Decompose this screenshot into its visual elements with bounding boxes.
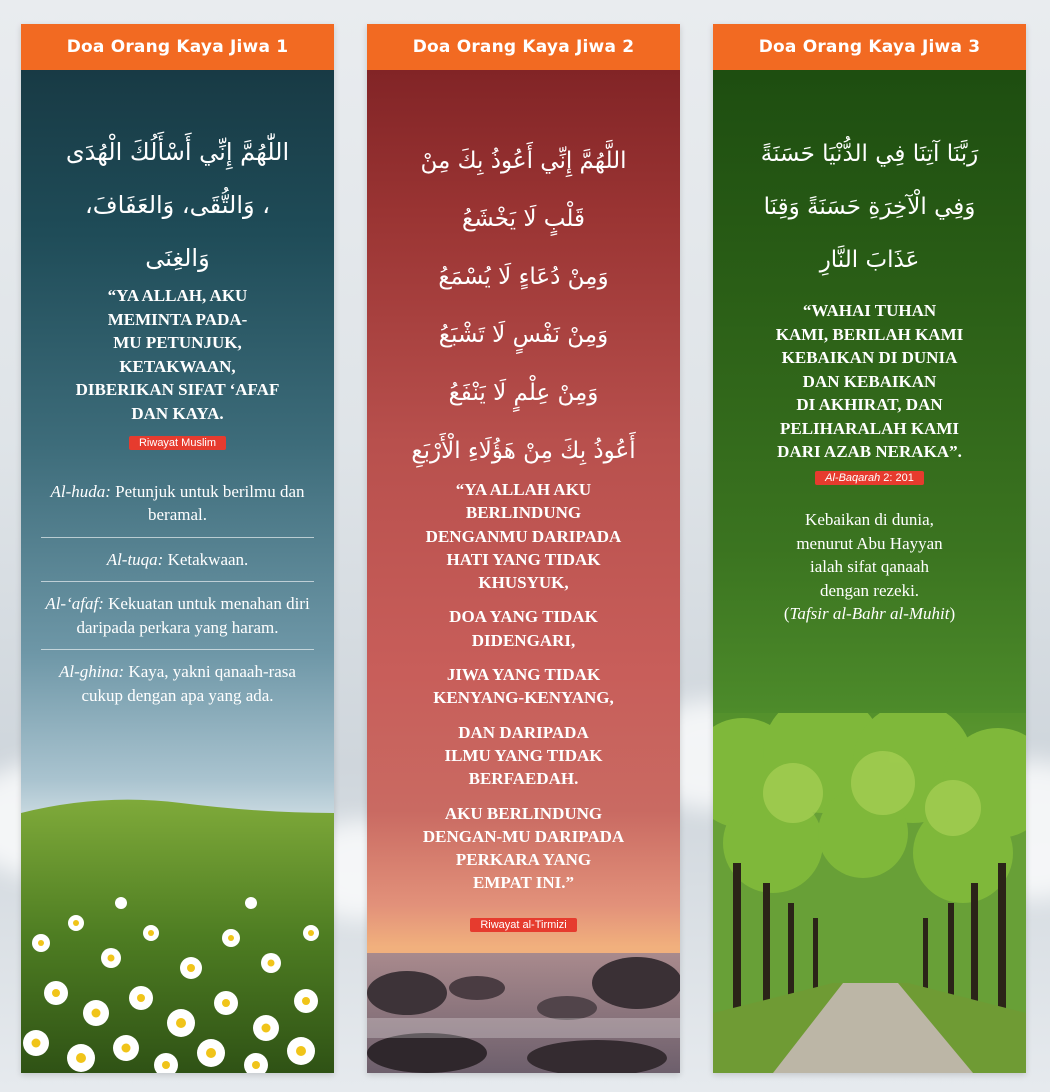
note (727, 508, 1012, 626)
arabic-line: وَمِنْ عِلْمٍ لَا يَنْفَعُ (448, 380, 599, 406)
glossary-item (21, 470, 334, 537)
tree-path-image (713, 713, 1026, 1073)
note-line: menurut Abu Hayyan (796, 533, 943, 553)
glossary (21, 470, 334, 717)
quote-line: “YA ALLAH AKU (455, 480, 592, 499)
quote-paragraph (377, 721, 670, 791)
quote-line: AKU BERLINDUNG (444, 803, 603, 823)
quote-line: MU PETUNJUK, (113, 333, 242, 352)
arabic-line: اللَّهُمَّ إِنِّي أَعُوذُ بِكَ مِنْ (420, 148, 627, 174)
source-ref: 2: 201 (880, 472, 914, 484)
source-badge (815, 471, 924, 485)
quote-line: EMPAT INI.” (472, 873, 575, 893)
glossary-term: Al-huda: (50, 482, 111, 501)
source-badge: Riwayat al-Tirmizi (470, 918, 576, 932)
quote-paragraph (377, 605, 670, 652)
bookmark-card-1 (21, 24, 334, 1073)
quote-line: BERFAEDAH. (468, 769, 579, 789)
quote-line: KENYANG-KENYANG, (433, 688, 614, 708)
quote-line: DI AKHIRAT, DAN (796, 395, 943, 414)
glossary-term: Al-‘afaf: (45, 594, 104, 614)
glossary-term: Al-tuqa: (106, 549, 164, 569)
bookmark-card-2 (367, 24, 680, 1073)
arabic-line: وَمِنْ نَفْسٍ لَا تَشْبَعُ (438, 322, 609, 348)
quote-paragraph (377, 802, 670, 895)
glossary-text: Kaya, yakni qanaah-rasa cukup dengan apa yang ada. (81, 662, 296, 705)
glossary-item (21, 538, 334, 581)
bookmark-card-3 (713, 24, 1026, 1073)
quote-line: PERKARA YANG (455, 850, 592, 870)
source-badge: Riwayat Muslim (129, 436, 226, 450)
arabic-line: وَالغِنَى (145, 244, 210, 272)
arabic-line: اللّٰهُمَّ إِنِّي أَسْأَلُكَ الْهُدَى (65, 138, 290, 166)
paren-close: ) (949, 604, 956, 623)
quote-line: BERLINDUNG (465, 503, 582, 523)
meadow-image (21, 773, 334, 1073)
arabic-line: قَلْبٍ لَا يَخْشَعُ (462, 206, 585, 232)
quote-line: DENGAN-MU DARIPADA (422, 826, 625, 846)
quote-line: KETAKWAAN, (119, 356, 236, 376)
quote-line: DIDENGARI, (471, 630, 576, 650)
glossary-text: Kekuatan untuk menahan diri daripada perkara yang haram. (76, 594, 310, 637)
quote-line: MEMINTA PADA- (107, 309, 248, 329)
card-title: Doa Orang Kaya Jiwa 1 (21, 24, 334, 70)
quote-line: DAN DARIPADA (458, 722, 589, 742)
reference-title: Tafsir al-Bahr al-Muhit (789, 604, 950, 623)
note-line: dengan rezeki. (819, 580, 920, 600)
card-title: Doa Orang Kaya Jiwa 3 (713, 24, 1026, 70)
glossary-text: Petunjuk untuk berilmu dan beramal. (110, 482, 305, 525)
source-title: Al-Baqarah (825, 472, 881, 484)
paren-open: ( (783, 604, 790, 623)
glossary-term: Al-ghina: (59, 662, 125, 682)
quote-line: PELIHARALAH KAMI (780, 418, 959, 438)
quote-line: DAN KEBAIKAN (802, 371, 937, 391)
quote-line: DARI AZAB NERAKA”. (777, 442, 962, 461)
quote-line: ILMU YANG TIDAK (444, 745, 603, 765)
quote-line: “WAHAI TUHAN (802, 301, 937, 320)
quote-line: KAMI, BERILAH KAMI (775, 324, 964, 344)
quote-line: “YA ALLAH, AKU (107, 286, 248, 305)
quote-paragraph (377, 478, 670, 594)
glossary-text: Ketakwaan. (163, 549, 249, 569)
note-line: Kebaikan di dunia, (805, 510, 934, 529)
arabic-line: وَفِي الْآخِرَةِ حَسَنَةً وَقِنَا (763, 194, 976, 220)
quote-line: DIBERIKAN SIFAT ‘AFAF (75, 380, 280, 399)
quote-line: HATI YANG TIDAK (446, 549, 601, 569)
glossary-item (21, 650, 334, 717)
arabic-line: رَبَّنَا آتِنَا فِي الدُّنْيَا حَسَنَةً (760, 141, 979, 167)
glossary-item (21, 582, 334, 649)
quote-paragraph (377, 663, 670, 710)
quote-line: DOA YANG TIDAK (449, 607, 598, 627)
quote-line: DAN KAYA. (131, 403, 224, 423)
arabic-line: أَعُوذُ بِكَ مِنْ هَؤُلَاءِ الْأَرْبَعِ (411, 438, 636, 464)
quote-line: JIWA YANG TIDAK (446, 665, 601, 685)
arabic-line: وَمِنْ دُعَاءٍ لَا يُسْمَعُ (438, 264, 609, 290)
quote-line: DENGANMU DARIPADA (425, 526, 622, 546)
note-line: ialah sifat qanaah (810, 557, 929, 576)
note-reference (727, 602, 1012, 626)
seascape-image (367, 933, 680, 1073)
arabic-line: ، وَالتُّقَى، وَالعَفَافَ، (85, 191, 270, 219)
arabic-line: عَذَابَ النَّارِ (819, 247, 920, 273)
card-title: Doa Orang Kaya Jiwa 2 (367, 24, 680, 70)
quote-line: KEBAIKAN DI DUNIA (781, 348, 958, 367)
quote-line: KHUSYUK, (478, 573, 569, 593)
